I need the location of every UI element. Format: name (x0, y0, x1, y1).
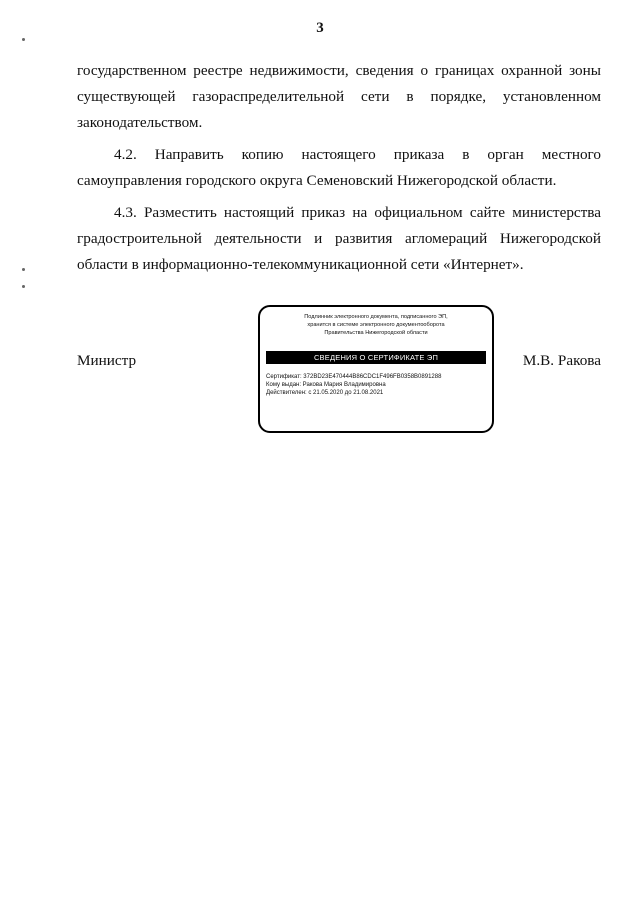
scan-mark (22, 268, 25, 271)
stamp-header-line: хранится в системе электронного документооборота (307, 322, 445, 328)
stamp-header-line: Подлинник электронного документа, подписанного ЭП, (304, 314, 448, 320)
document-body (77, 58, 601, 278)
scan-mark (22, 38, 25, 41)
stamp-header (266, 313, 486, 337)
signatory-position: Министр (77, 352, 137, 369)
signatory-name: М.В. Ракова (522, 352, 601, 369)
certificate-owner: Кому выдан: Ракова Мария Владимировна (266, 382, 386, 388)
stamp-title-bar: СВЕДЕНИЯ О СЕРТИФИКАТЕ ЭП (266, 351, 486, 364)
paragraph-continuation: государственном реестре недвижимости, сведения о границах охранной зоны существующей газораспределительной сети в порядке, установленном законодательством. (77, 62, 601, 131)
stamp-header-line: Правительства Нижегородской области (324, 330, 428, 336)
paragraph-4-3: 4.3. Разместить настоящий приказ на официальном сайте министерства градостроительной деятельности и развития агломераций Нижегородской области в информационно-телекоммуникационной сети «Интернет». (77, 204, 601, 273)
stamp-details (266, 373, 488, 397)
paragraph-4-2: 4.2. Направить копию настоящего приказа в орган местного самоуправления городского округа Семеновский Нижегородской области. (77, 146, 601, 189)
scan-mark (22, 285, 25, 288)
page-number: 3 (316, 20, 324, 36)
certificate-number: Сертификат: 372BD23E470444B86CDC1F496FB0358B0891288 (266, 374, 442, 380)
certificate-validity: Действителен: с 21.05.2020 до 21.08.2021 (266, 390, 384, 396)
electronic-signature-stamp (258, 305, 494, 433)
